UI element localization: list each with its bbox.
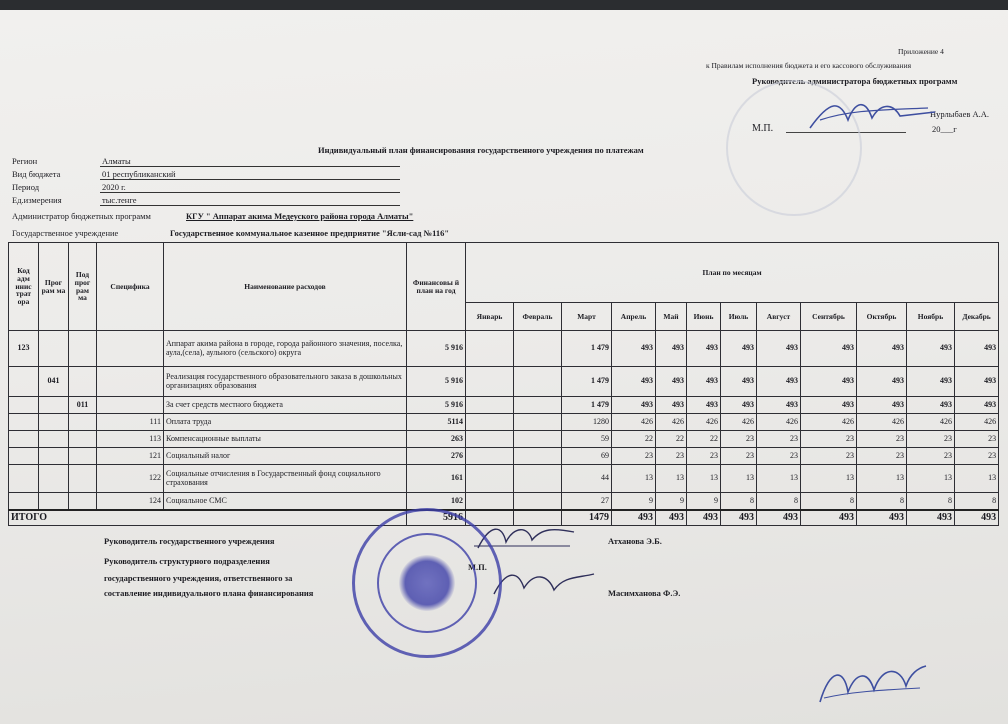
cell-month-value: 426: [656, 414, 687, 431]
cell-month-value: 8: [757, 493, 801, 510]
cell-admin-code: [9, 431, 39, 448]
table-row: [9, 414, 999, 431]
cell-program: [39, 493, 69, 510]
cell-month-value: 426: [721, 414, 757, 431]
cell-month-value: 493: [721, 331, 757, 367]
cell-month-value: 426: [857, 414, 907, 431]
cell-subprogram: [69, 493, 97, 510]
document-title: Индивидуальный план финансирования государственного учреждения по платежам: [318, 145, 644, 155]
appendix-label: Приложение 4: [898, 47, 944, 56]
cell-month-value: 27: [562, 493, 612, 510]
cell-subprogram: [69, 431, 97, 448]
total-month-value: 493: [955, 510, 999, 526]
institution-label: Государственное учреждение: [12, 228, 119, 238]
cell-month-value: 493: [757, 367, 801, 397]
total-month-value: 493: [687, 510, 721, 526]
cell-month-value: 23: [955, 431, 999, 448]
cell-program: [39, 414, 69, 431]
cell-month-value: 493: [656, 367, 687, 397]
cell-expense-name: Социальное СМС: [164, 493, 407, 510]
cell-month-value: 13: [801, 465, 857, 493]
cell-month-value: [466, 493, 514, 510]
struct-signature: [488, 566, 598, 606]
cell-subprogram: [69, 448, 97, 465]
cell-month-value: [514, 367, 562, 397]
date-field: 20___г: [932, 124, 957, 134]
cell-admin-code: [9, 367, 39, 397]
cell-month-value: 493: [801, 331, 857, 367]
cell-month-value: 23: [857, 448, 907, 465]
cell-annual-plan: 5 916: [407, 331, 466, 367]
cell-month-value: 493: [612, 397, 656, 414]
cell-expense-name: Реализация государственного образовательного заказа в дошкольных организациях образования: [164, 367, 407, 397]
cell-month-value: 493: [757, 331, 801, 367]
cell-month-value: 23: [907, 431, 955, 448]
total-month-value: 493: [757, 510, 801, 526]
cell-month-value: 8: [955, 493, 999, 510]
cell-month-value: [514, 465, 562, 493]
cell-month-value: [466, 367, 514, 397]
cell-month-value: 13: [721, 465, 757, 493]
cell-month-value: 23: [757, 431, 801, 448]
cell-month-value: 493: [757, 397, 801, 414]
cell-month-value: 13: [687, 465, 721, 493]
struct-head-label-2: государственного учреждения, ответственного за: [104, 573, 293, 583]
cell-month-value: [514, 414, 562, 431]
month-header: Январь: [466, 303, 514, 331]
admin-program-value: КГУ " Аппарат акима Медеуского района города Алматы": [186, 211, 414, 221]
cell-month-value: [466, 397, 514, 414]
cell-month-value: 493: [907, 331, 955, 367]
month-header: Март: [562, 303, 612, 331]
struct-head-name: Масимханова Ф.Э.: [608, 588, 681, 598]
cell-subprogram: 011: [69, 397, 97, 414]
col-admin-code: Код адм инис трат ора: [9, 243, 39, 331]
total-annual: 5916: [407, 510, 466, 526]
cell-admin-code: [9, 465, 39, 493]
total-month-value: 493: [721, 510, 757, 526]
budget-type-value: 01 республиканский: [100, 169, 400, 180]
institution-value: Государственное коммунальное казенное предприятие "Ясли-сад №116": [170, 228, 450, 238]
month-header: Апрель: [612, 303, 656, 331]
region-value: Алматы: [100, 156, 400, 167]
cell-month-value: 59: [562, 431, 612, 448]
cell-program: 041: [39, 367, 69, 397]
cell-specifics: [97, 331, 164, 367]
period-value: 2020 г.: [100, 182, 400, 193]
region-label: Регион: [12, 156, 38, 166]
cell-month-value: 44: [562, 465, 612, 493]
cell-month-value: 493: [857, 331, 907, 367]
cell-specifics: 113: [97, 431, 164, 448]
cell-specifics: 111: [97, 414, 164, 431]
cell-admin-code: 123: [9, 331, 39, 367]
cell-month-value: 9: [687, 493, 721, 510]
month-header: Октябрь: [857, 303, 907, 331]
cell-expense-name: Оплата труда: [164, 414, 407, 431]
cell-program: [39, 448, 69, 465]
table-row: [9, 431, 999, 448]
cell-month-value: 8: [857, 493, 907, 510]
cell-month-value: 8: [721, 493, 757, 510]
col-monthly-plan: План по месяцам: [466, 243, 999, 303]
cell-month-value: [514, 431, 562, 448]
stamp-emblem: [399, 555, 455, 611]
cell-month-value: 13: [757, 465, 801, 493]
rules-label: к Правилам исполнения бюджета и его кассового обслуживания: [706, 61, 912, 70]
cell-month-value: 493: [721, 367, 757, 397]
cell-annual-plan: 5 916: [407, 367, 466, 397]
cell-month-value: 493: [687, 397, 721, 414]
admin-program-label: Администратор бюджетных программ: [12, 211, 151, 221]
cell-month-value: 493: [955, 397, 999, 414]
total-month-value: 493: [907, 510, 955, 526]
cell-month-value: 8: [907, 493, 955, 510]
total-month-value: 1479: [562, 510, 612, 526]
cell-month-value: 493: [857, 367, 907, 397]
institution-head-name: Атханова Э.Б.: [608, 536, 662, 546]
cell-month-value: 23: [687, 448, 721, 465]
document-sheet: [0, 10, 1008, 724]
cell-admin-code: [9, 448, 39, 465]
cell-month-value: 69: [562, 448, 612, 465]
cell-month-value: 23: [757, 448, 801, 465]
cell-month-value: 426: [955, 414, 999, 431]
col-annual-plan: Финансовы й план на год: [407, 243, 466, 331]
cell-expense-name: Компенсационные выплаты: [164, 431, 407, 448]
col-subprogram: Под прог рам ма: [69, 243, 97, 331]
cell-month-value: [466, 414, 514, 431]
cell-month-value: 23: [801, 431, 857, 448]
cell-month-value: 23: [721, 448, 757, 465]
cell-subprogram: [69, 331, 97, 367]
month-header: Июнь: [687, 303, 721, 331]
cell-annual-plan: 5 916: [407, 397, 466, 414]
cell-month-value: 493: [907, 367, 955, 397]
cell-month-value: 1280: [562, 414, 612, 431]
cell-annual-plan: 263: [407, 431, 466, 448]
col-specifics: Специфика: [97, 243, 164, 331]
total-month-value: 493: [656, 510, 687, 526]
official-stamp: [352, 508, 502, 658]
cell-expense-name: За счет средств местного бюджета: [164, 397, 407, 414]
financing-plan-table: [8, 242, 999, 526]
total-month-value: 493: [612, 510, 656, 526]
cell-month-value: 493: [687, 331, 721, 367]
cell-month-value: 493: [612, 331, 656, 367]
table-row: [9, 448, 999, 465]
cell-month-value: 8: [801, 493, 857, 510]
cell-month-value: [514, 448, 562, 465]
cell-expense-name: Социальный налог: [164, 448, 407, 465]
table-row: [9, 493, 999, 510]
cell-month-value: 23: [612, 448, 656, 465]
month-header: Август: [757, 303, 801, 331]
cell-month-value: 493: [687, 367, 721, 397]
month-header: Сентябрь: [801, 303, 857, 331]
cell-month-value: 493: [656, 397, 687, 414]
month-header: Ноябрь: [907, 303, 955, 331]
cell-month-value: 23: [656, 448, 687, 465]
admin-signature: [800, 90, 940, 140]
cell-month-value: 23: [907, 448, 955, 465]
cell-month-value: 23: [801, 448, 857, 465]
total-label: ИТОГО: [9, 510, 407, 526]
cell-specifics: 124: [97, 493, 164, 510]
cell-expense-name: Аппарат акима района в городе, города районного значения, поселка, аула,(села), аульного (сельского) округа: [164, 331, 407, 367]
cell-month-value: 23: [721, 431, 757, 448]
cell-month-value: 493: [656, 331, 687, 367]
cell-month-value: 426: [907, 414, 955, 431]
cell-month-value: 22: [656, 431, 687, 448]
cell-month-value: 13: [656, 465, 687, 493]
head-admin-name: Нурлыбаев А.А.: [930, 109, 990, 119]
cell-month-value: 426: [612, 414, 656, 431]
total-month-value: 493: [801, 510, 857, 526]
cell-month-value: [514, 331, 562, 367]
cell-month-value: 493: [955, 367, 999, 397]
cell-program: [39, 331, 69, 367]
unit-label: Ед.измерения: [12, 195, 62, 205]
cell-subprogram: [69, 465, 97, 493]
cell-admin-code: [9, 397, 39, 414]
cell-specifics: 121: [97, 448, 164, 465]
month-header: Декабрь: [955, 303, 999, 331]
unit-value: тыс.тенге: [100, 195, 400, 206]
month-header: Май: [656, 303, 687, 331]
cell-subprogram: [69, 414, 97, 431]
cell-annual-plan: 161: [407, 465, 466, 493]
cell-month-value: 493: [907, 397, 955, 414]
cell-program: [39, 397, 69, 414]
cell-month-value: 1 479: [562, 397, 612, 414]
cell-month-value: 13: [612, 465, 656, 493]
period-label: Период: [12, 182, 40, 192]
month-header: Июль: [721, 303, 757, 331]
table-row: [9, 331, 999, 367]
budget-type-label: Вид бюджета: [12, 169, 61, 179]
cell-month-value: 13: [955, 465, 999, 493]
stamp-place-label: М.П.: [468, 562, 487, 572]
cell-specifics: [97, 397, 164, 414]
total-month-value: 493: [857, 510, 907, 526]
cell-month-value: 22: [612, 431, 656, 448]
cell-month-value: [466, 431, 514, 448]
cell-month-value: [514, 493, 562, 510]
cell-month-value: 22: [687, 431, 721, 448]
cell-month-value: 9: [656, 493, 687, 510]
col-expense-name: Наименование расходов: [164, 243, 407, 331]
cell-month-value: [466, 465, 514, 493]
cell-month-value: 13: [857, 465, 907, 493]
table-row: [9, 367, 999, 397]
cell-program: [39, 465, 69, 493]
cell-specifics: [97, 367, 164, 397]
institution-head-label: Руководитель государственного учреждения: [104, 536, 275, 546]
cell-month-value: 493: [955, 331, 999, 367]
stamp-place-label: М.П.: [752, 123, 774, 134]
col-program: Прог рам ма: [39, 243, 69, 331]
cell-annual-plan: 276: [407, 448, 466, 465]
cell-month-value: 493: [801, 367, 857, 397]
cell-admin-code: [9, 493, 39, 510]
cell-month-value: 493: [801, 397, 857, 414]
cell-month-value: [466, 448, 514, 465]
cell-month-value: 493: [721, 397, 757, 414]
table-row: [9, 397, 999, 414]
cell-month-value: 493: [612, 367, 656, 397]
struct-head-label-3: составление индивидуального плана финансирования: [104, 588, 314, 598]
cell-program: [39, 431, 69, 448]
cell-month-value: 13: [907, 465, 955, 493]
cell-subprogram: [69, 367, 97, 397]
cell-annual-plan: 5114: [407, 414, 466, 431]
cell-month-value: [514, 397, 562, 414]
cell-month-value: 493: [857, 397, 907, 414]
table-row: [9, 465, 999, 493]
cell-month-value: [466, 331, 514, 367]
cell-month-value: 9: [612, 493, 656, 510]
cell-month-value: 1 479: [562, 367, 612, 397]
cell-month-value: 426: [801, 414, 857, 431]
head-admin-label: Руководитель администратора бюджетных программ: [752, 76, 958, 86]
cell-month-value: 426: [687, 414, 721, 431]
cell-annual-plan: 102: [407, 493, 466, 510]
cell-admin-code: [9, 414, 39, 431]
struct-head-label-1: Руководитель структурного подразделения: [104, 556, 270, 566]
cell-specifics: 122: [97, 465, 164, 493]
cell-month-value: 426: [757, 414, 801, 431]
cell-month-value: 23: [857, 431, 907, 448]
cell-month-value: 1 479: [562, 331, 612, 367]
bottom-signature: [810, 658, 930, 710]
cell-expense-name: Социальные отчисления в Государственный фонд социального страхования: [164, 465, 407, 493]
month-header: Февраль: [514, 303, 562, 331]
cell-month-value: 23: [955, 448, 999, 465]
